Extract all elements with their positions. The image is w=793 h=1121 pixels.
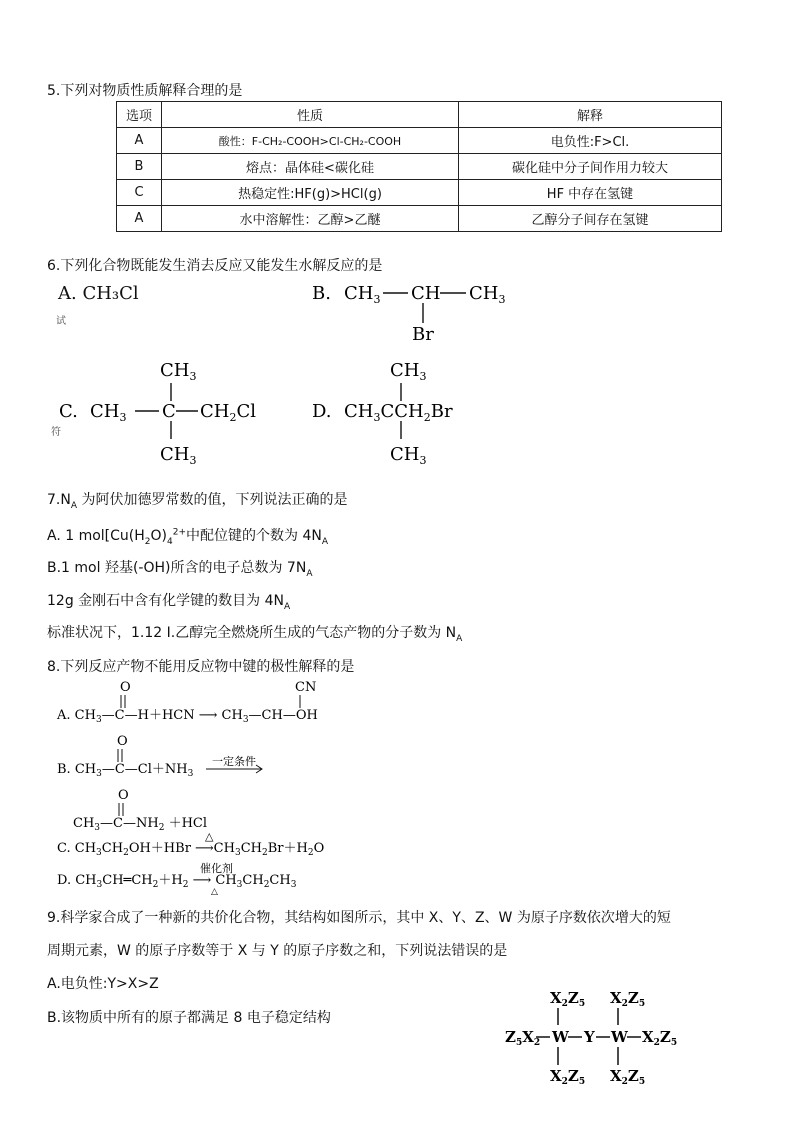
condition-label: △: [211, 887, 218, 895]
atom-group: $X_2Z_5$: [642, 1028, 678, 1048]
q6-option-d: [312, 360, 453, 467]
group-ch3: $CH_3$: [160, 444, 197, 467]
group-ch3: $CH_3$: [90, 401, 127, 424]
margin-mark: 符: [51, 427, 61, 438]
row-property: 熔点：晶体硅<碳化硅: [162, 154, 459, 180]
q9-structure: [490, 985, 690, 1095]
q6-structures: [0, 275, 793, 475]
q9-title-line1: 9.科学家合成了一种新的共价化合物，其结构如图所示，其中 X、Y、Z、W 为原子序数依次增大的短: [47, 910, 671, 926]
group-ch3: $CH_3$: [344, 283, 381, 306]
group-c: C: [162, 401, 176, 422]
group-ch: CH: [411, 283, 441, 304]
row-property: 水中溶解性：乙醇>乙醚: [162, 206, 459, 232]
atom-group: $X_2Z_5$: [550, 989, 586, 1009]
row-explanation: 电负性:F>Cl.: [459, 128, 722, 154]
row-explanation: 乙醇分子间存在氢键: [459, 206, 722, 232]
q7-option-d: 标准状况下，1.12 I.乙醇完全燃烧所生成的气态产物的分子数为 $N_A$: [47, 625, 463, 644]
row-property: 热稳定性:HF(g)>HCl(g): [162, 180, 459, 206]
group-ch3: $CH_3$: [469, 283, 506, 306]
atom-group: $X_2Z_5$: [550, 1067, 586, 1087]
row-option: B: [117, 154, 162, 180]
q7-option-b: B.1 mol 羟基(-OH)所含的电子总数为 $7N_A$: [47, 560, 313, 579]
table-row: [117, 206, 722, 232]
svg-text:CH3—C—NH2 ＋HCl: $CH_3—C—NH_2 +HCl$: [73, 816, 208, 833]
svg-text:O: O: [117, 734, 128, 749]
group-ch3: $CH_3$: [390, 360, 427, 383]
svg-text:O: O: [120, 680, 131, 695]
option-label: C.: [59, 401, 78, 422]
row-explanation: HF 中存在氢键: [459, 180, 722, 206]
group-ch2cl: $CH_2Cl$: [200, 401, 257, 424]
atom-w: W: [611, 1028, 628, 1046]
q5-title: 5.下列对物质性质解释合理的是: [47, 83, 243, 99]
row-option: C: [117, 180, 162, 206]
condition-label: 一定条件: [212, 755, 256, 768]
q8-option-d: [57, 861, 297, 895]
reaction-a: A. $CH_3—C—H+HCN$ ⟶ $CH_3—CH—OH$: [57, 708, 318, 725]
atom-group: $X_2Z_5$: [610, 989, 646, 1009]
row-option: A: [117, 206, 162, 232]
row-option: A: [117, 128, 162, 154]
option-label: B.: [312, 283, 331, 304]
table-header-row: [117, 102, 722, 128]
q7-title: $7.N_A$ 为阿伏加德罗常数的值，下列说法正确的是: [47, 492, 348, 511]
q8-reactions: [0, 675, 793, 895]
q9-title-line2: 周期元素，W 的原子序数等于 X 与 Y 的原子序数之和，下列说法错误的是: [47, 943, 508, 959]
svg-text:D. CH3CH═CH2＋H2 ⟶ CH3CH2CH3: D. $CH_3CH═CH_2+H_2$ ⟶ $CH_3CH_2CH_3$: [57, 873, 297, 890]
q6-option-c: [59, 360, 256, 467]
q9-option-a: A.电负性:Y>X>Z: [47, 976, 159, 992]
header-property: 性质: [162, 102, 459, 128]
table-row: [117, 180, 722, 206]
svg-text:CN: CN: [295, 680, 317, 695]
atom-w: W: [552, 1028, 569, 1046]
svg-text:B. CH3—C—Cl＋NH3: B. $CH_3—C—Cl+NH_3$: [57, 762, 194, 779]
header-explanation: 解释: [459, 102, 722, 128]
group-ch3: $CH_3$: [160, 360, 197, 383]
svg-text:C. CH3CH2OH＋HBr ⟶CH3CH2Br＋H2O: C. $CH_3CH_2OH+HBr$ $⟶CH_3CH_2Br+H_2O$: [57, 841, 325, 858]
table-row: [117, 128, 722, 154]
q9-option-b: B.该物质中所有的原子都满足 8 电子稳定结构: [47, 1010, 331, 1026]
option-label: D.: [312, 401, 332, 422]
group-chain: $CH_3CCH_2Br$: [344, 401, 453, 424]
margin-mark: 试: [56, 316, 66, 327]
q6-option-a: A. CH₃Cl: [58, 283, 139, 304]
group-ch3: $CH_3$: [390, 444, 427, 467]
q8-option-b: [57, 734, 262, 833]
condition-label: △: [205, 830, 214, 843]
q6-option-b: [312, 283, 505, 345]
atom-group: $X_2Z_5$: [610, 1067, 646, 1087]
atom-group: $Z_5X_2$: [505, 1028, 541, 1048]
table-row: [117, 154, 722, 180]
q7-option-c: 12g 金刚石中含有化学键的数目为 $4N_A$: [47, 593, 291, 612]
q8-option-a: [56, 680, 318, 725]
row-property: 酸性：F-CH₂-COOH>Cl-CH₂-COOH: [162, 128, 459, 154]
q8-option-c: [57, 830, 324, 858]
row-explanation: 碳化硅中分子间作用力较大: [459, 154, 722, 180]
atom-y: Y: [584, 1028, 595, 1046]
header-option: 选项: [117, 102, 162, 128]
q7-option-a: A. 1 $mol[Cu(H_2O)_4^{2+}$中配位键的个数为 $4N_A$: [47, 527, 329, 547]
condition-label: 催化剂: [200, 862, 233, 875]
group-br: Br: [412, 324, 434, 345]
q5-table: [116, 101, 722, 232]
q8-title: 8.下列反应产物不能用反应物中键的极性解释的是: [47, 659, 355, 675]
svg-text:O: O: [118, 788, 129, 803]
q6-title: 6.下列化合物既能发生消去反应又能发生水解反应的是: [47, 258, 383, 274]
